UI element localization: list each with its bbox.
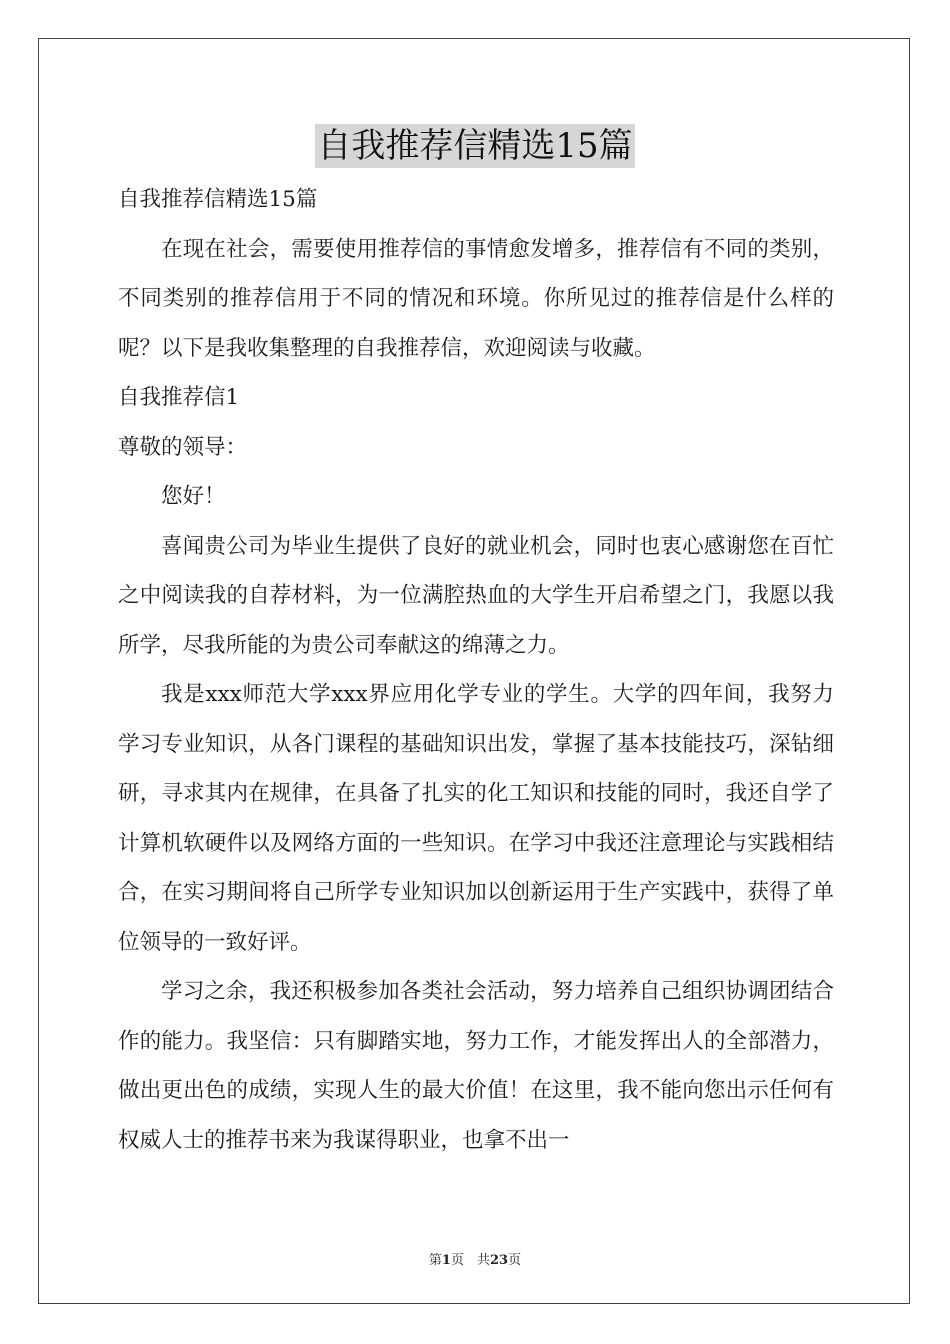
footer-suffix: 页 xyxy=(508,1253,522,1268)
salutation: 尊敬的领导： xyxy=(118,434,248,460)
paragraph-body-3: 学习之余，我还积极参加各类社会活动，努力培养自己组织协调团结合作的能力。我坚信：只有脚踏实地，努力工作，才能发挥出人的全部潜力，做出更出色的成绩，实现人生的最大价值！在这里，我不能向您出示任何有权威人士的推荐书来为我谋得职业，也拿不出一 xyxy=(118,979,834,1153)
document-title: 自我推荐信精选15篇 xyxy=(317,126,633,166)
footer-prefix: 第 xyxy=(428,1253,442,1268)
page-footer xyxy=(0,1249,950,1268)
paragraph-body-1: 喜闻贵公司为毕业生提供了良好的就业机会，同时也衷心感谢您在百忙之中阅读我的自荐材料，为一位满腔热血的大学生开启希望之门，我愿以我所学，尽我所能的为贵公司奉献这的绵薄之力。 xyxy=(118,533,834,658)
section-heading: 自我推荐信1 xyxy=(118,385,240,410)
paragraph-subtitle: 自我推荐信精选15篇 xyxy=(118,187,318,212)
document-body xyxy=(118,175,834,1165)
paragraph-body-2: 我是xxx师范大学xxx界应用化学专业的学生。大学的四年间，我努力学习专业知识，从各门课程的基础知识出发，掌握了基本技能技巧，深钻细研，寻求其内在规律，在具备了扎实的化工知识和技能的同时，我还自学了计算机软硬件以及网络方面的一些知识。在学习中我还注意理论与实践相结合，在实习期间将自己所学专业知识加以创新运用于生产实践中，获得了单位领导的一致好评。 xyxy=(118,682,834,955)
footer-page-current: 1 xyxy=(441,1253,451,1268)
title-container xyxy=(0,124,950,168)
footer-mid: 页 共 xyxy=(450,1253,490,1268)
paragraph-intro: 在现在社会，需要使用推荐信的事情愈发增多，推荐信有不同的类别，不同类别的推荐信用于不同的情况和环境。你所见过的推荐信是什么样的呢？以下是我收集整理的自我推荐信，欢迎阅读与收藏。 xyxy=(118,236,834,361)
footer-page-total: 23 xyxy=(489,1253,509,1268)
greeting: 您好！ xyxy=(161,484,226,509)
